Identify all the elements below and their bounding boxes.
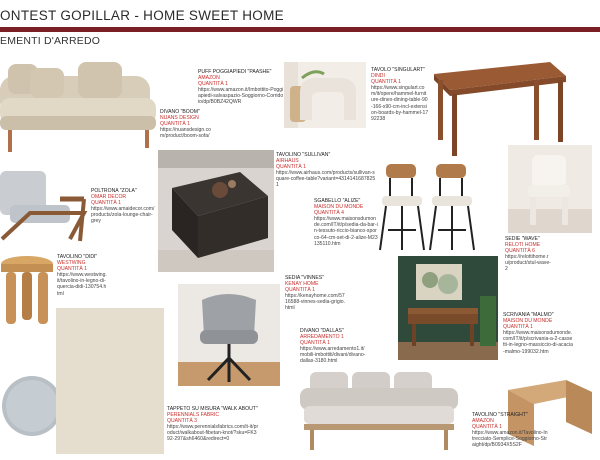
item-qty: QUANTITÀ 1 (300, 340, 331, 347)
item-brand: KENAY HOME (285, 281, 319, 288)
label-pouf (198, 69, 284, 106)
label-poltrona-zola (91, 188, 155, 225)
desk-malmo-photo (398, 256, 498, 360)
label-tavolo-singulart (371, 67, 429, 122)
item-brand: AIRHAUS (276, 158, 299, 165)
dining-table-photo (430, 58, 570, 158)
pouf-photo (284, 62, 366, 128)
item-link[interactable]: https://nuansdesign.com/product/boom-sofa/ (160, 127, 211, 140)
page-header (0, 0, 600, 48)
item-link[interactable]: https://www.singulart.com/it/opere/hammel-furniture-dinex-dining-table-90-166-x90-cm-incl-extension-boards-by-hammel-1792238 (371, 85, 429, 122)
coffee-table-sullivan-photo (158, 150, 274, 272)
section-title: EMENTI D'ARREDO (0, 35, 101, 47)
item-name: TAVOLINO "DIDI" (57, 254, 98, 260)
label-tavolino-straight (472, 412, 548, 449)
item-qty: QUANTITÀ 1 (472, 424, 503, 431)
item-name: DIVANO "DALLAS" (300, 328, 344, 334)
item-qty: QUANTITÀ 1 (503, 324, 534, 331)
item-link[interactable]: https://www.arredamento1.it/mobili-imbottiti/divani/divano-dallas-3180.html (300, 346, 366, 365)
item-qty: QUANTITÀ 4 (314, 210, 345, 217)
item-name: TAVOLINO "STRAIGHT" (472, 412, 528, 418)
page-title: ONTEST GOPILLAR - HOME SWEET HOME (0, 8, 284, 23)
item-name: TAPPETO SU MISURA "WALK ABOUT" (167, 406, 258, 412)
item-link[interactable]: https://relottihome.ru/product/stul-wave-2 (505, 254, 551, 273)
item-name: SGABELLO "ALIZE" (314, 198, 361, 204)
side-table-didi-photo (0, 254, 54, 328)
sofa-dallas-photo (296, 368, 464, 452)
item-brand: AMAZON (198, 75, 220, 82)
label-tappeto-walkabout (167, 406, 259, 443)
item-brand: PERENNIALS FABRIC (167, 412, 220, 419)
item-brand: WESTWING (57, 260, 86, 267)
item-brand: NUANS DESIGN (160, 115, 199, 122)
item-link[interactable]: https://www.maisonsdumonde.com/IT/it/p/scrivania-a-2-cassetti-in-legno-massiccio-di-acacia-malmo-199032.htm (503, 330, 573, 355)
label-scrivania-malmo (503, 312, 573, 355)
item-qty: QUANTITÀ 1 (198, 81, 229, 88)
chair-wave-photo (508, 145, 592, 233)
chair-vinnes-photo (178, 284, 280, 386)
item-brand: DINDI (371, 73, 385, 80)
item-link[interactable]: https://www.maisonsdumonde.com/IT/it/p/sedia-da-bar-in-tessuto-riccio-bianco-sporco-64-cm-set-di-2-alize-M23135110.htm (314, 216, 378, 247)
bar-stool-photo (376, 158, 480, 252)
item-name: TAVOLINO "SULLIVAN" (276, 152, 331, 158)
label-tavolino-sullivan (276, 152, 376, 189)
armchair-zola-photo (0, 165, 88, 247)
item-link[interactable]: https://www.amazon.it/Imbottito-Poggiapiedi-salvaspazio-Soggiorno-Corridoio/dp/B0BZ42QWR (198, 87, 284, 106)
item-name: TAVOLO "SINGULART" (371, 67, 425, 73)
label-sedie-wave (505, 236, 551, 273)
item-qty: QUANTITÀ 1 (285, 287, 316, 294)
sofa-boom-photo (0, 58, 158, 158)
item-link[interactable]: https://www.amaidecor.com/products/zola-lounge-chair-grey (91, 206, 155, 225)
item-qty: QUANTITÀ 6 (505, 248, 536, 255)
item-link[interactable]: https://www.amazon.it/Tavolino-Intrecciato-Semplice-Soggiorno-Straight/dp/B0934X5S2F (472, 430, 548, 449)
item-qty: QUANTITÀ 3 (167, 418, 198, 425)
item-brand: OMAR DECOR (91, 194, 127, 201)
item-qty: QUANTITÀ 1 (57, 266, 88, 273)
item-qty: QUANTITÀ 1 (371, 79, 402, 86)
item-link[interactable]: https://kenayhome.com/5716588-vinnes-sedia-grigio.html (285, 293, 346, 312)
item-brand: RELOTI HOME (505, 242, 541, 249)
item-brand: AMAZON (472, 418, 494, 425)
item-name: SCRIVANIA "MALMO" (503, 312, 554, 318)
label-tavolino-didi (57, 254, 107, 297)
item-brand: MAISON DU MONDE (314, 204, 364, 211)
item-name: POLTRONA "ZOLA" (91, 188, 137, 194)
item-brand: ARREDAMENTO 1 (300, 334, 344, 341)
rug-texture-photo (56, 308, 164, 454)
label-sedia-vinnes (285, 275, 347, 312)
item-name: SEDIE "WAVE" (505, 236, 540, 242)
label-sgabello-alize (314, 198, 378, 247)
item-name: SEDIA "VINNES" (285, 275, 325, 281)
item-link[interactable]: https://www.westwing.it/tavolino-in-legno-di-quercia-didi-130754.html (57, 272, 107, 297)
label-divano-boom (160, 109, 216, 139)
item-link[interactable]: https://www.perennialsfabrics.com/it-it/product/walkabout-fibetan-knot/?sku=FK392-297&sh6460&redirect=0 (167, 424, 259, 443)
header-rule (0, 27, 600, 32)
label-divano-dallas (300, 328, 366, 365)
item-qty: QUANTITÀ 1 (160, 121, 191, 128)
item-name: DIVANO "BOOM" (160, 109, 200, 115)
item-link[interactable]: https://www.airhaus.com/products/sullivan-square-coffee-table?variant=43141416878251 (276, 170, 376, 189)
item-brand: MAISON DU MONDE (503, 318, 553, 325)
item-name: PUFF POGGIAPIEDI "PAASHE" (198, 69, 272, 75)
item-qty: QUANTITÀ 1 (276, 164, 307, 171)
item-qty: QUANTITÀ 1 (91, 200, 122, 207)
